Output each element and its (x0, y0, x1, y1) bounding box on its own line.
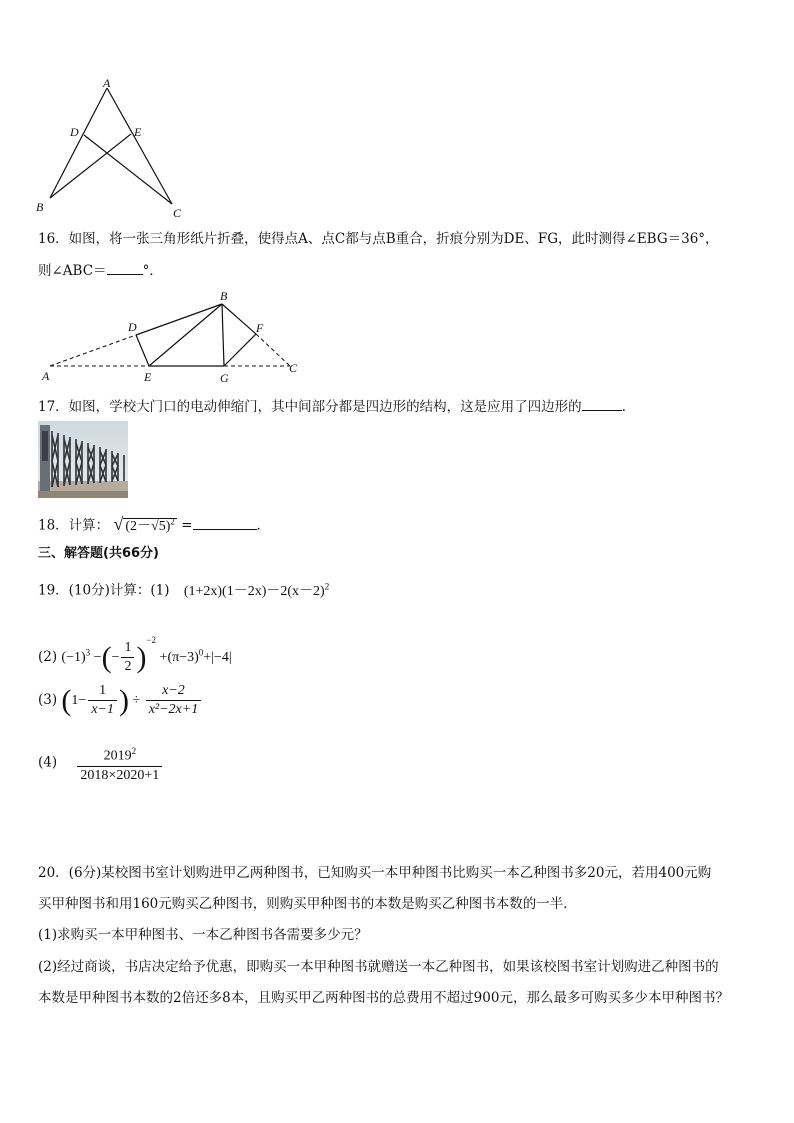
q19-p2-frac-num: 1 (121, 639, 134, 658)
fig2-label-a: A (42, 369, 50, 383)
q19-p4-fraction (77, 742, 162, 785)
fig2-label-e: E (144, 370, 152, 384)
q17-answer-blank[interactable] (582, 396, 622, 411)
q19-p2-a: (−1) (61, 650, 86, 665)
fig2-label-d: D (128, 320, 137, 334)
q19-p2-tail: +|−4| (203, 650, 232, 665)
q18-line (38, 512, 270, 536)
q16-line1: 16．如图，将一张三角形纸片折叠，使得点A、点C都与点B重合，折痕分别为DE、FG，此时测得∠EBG＝36°， (38, 231, 719, 247)
folded-triangle-figure-2 (34, 286, 314, 386)
q19-p3-f1-num: 1 (88, 682, 117, 701)
fig2-label-b: B (220, 289, 228, 303)
q19-p2-mid: +(π−3) (159, 650, 199, 665)
q19-p3-fraction2 (146, 682, 202, 719)
q16-answer-blank[interactable] (107, 260, 143, 275)
q20-line5: 本数是甲种图书本数的2倍还多8本，且购买甲乙两种图书的总费用不超过900元，那么最多可购买多少本甲种图书？ (38, 990, 729, 1006)
q19-p2-mid-exp: 0 (198, 647, 204, 658)
q18-equals: = (181, 517, 193, 534)
fig2-label-f: F (256, 321, 264, 335)
fig2-label-g: G (220, 371, 229, 385)
fig1-label-c: C (173, 206, 182, 220)
q19-p2-neg: − (111, 650, 120, 665)
q18-answer-blank[interactable] (193, 515, 257, 530)
q20-line4: (2)经过商谈，书店决定给予优惠，即购买一本甲种图书就赠送一本乙种图书，如果该校图书室计划购进乙种图书的 (38, 959, 719, 975)
fig1-label-a: A (103, 76, 111, 90)
section-3-title: 三、解答题(共66分) (38, 546, 159, 561)
q19-p3-label: (3) (38, 692, 58, 708)
fig1-label-b: B (36, 200, 44, 214)
q18-exponent: 2 (170, 516, 175, 526)
q19-p4-den: 2018×2020+1 (80, 767, 160, 783)
q19-p2-frac-exp: −2 (146, 635, 157, 645)
q17-line (38, 396, 635, 416)
q17-suffix: ． (621, 399, 636, 415)
q16-line2-prefix: 则∠ABC＝ (38, 263, 107, 279)
q20-line3: (1)求购买一本甲种图书、一本乙种图书各需要多少元？ (38, 927, 368, 943)
fig1-label-e: E (134, 125, 142, 139)
q19-p3-one: 1− (71, 693, 87, 708)
q19-p3-div: ÷ (132, 693, 141, 708)
retractable-gate-photo (38, 421, 128, 498)
q19-p2-fraction (121, 639, 134, 676)
q19-p2-a-exp: 3 (85, 647, 91, 658)
q19-p3-f2-den: x²−2x+1 (148, 702, 199, 718)
q19-p2-label: (2) (38, 649, 58, 665)
q18-radicand: (2－√5) (125, 518, 171, 534)
q19-p3-fraction1 (88, 682, 117, 719)
q19-part3: (3) (1− $\frac{1}{x-1}$ ) ÷ $\frac{x-2}{\text{x²−2x+1}}$ (38, 680, 203, 721)
fig2-label-c: C (289, 361, 298, 375)
q19-p2-minus: − (93, 650, 102, 665)
q19-p3-f2-num: x−2 (146, 682, 202, 701)
q19-p1-expr: (1+2x)(1－2x)－2(x－2) (183, 583, 325, 599)
q19-part1 (38, 577, 329, 601)
q16-line2-suffix: °． (142, 263, 163, 279)
q19-p4-label: (4) (38, 754, 58, 771)
q16-line2 (38, 260, 163, 280)
q20-line1: 20．(6分)某校图书室计划购进甲乙两种图书，已知购买一本甲种图书比购买一本乙种图书多20元，若用400元购 (38, 865, 712, 881)
q19-p4-num-wrap (77, 742, 162, 767)
q18-suffix: ． (256, 517, 270, 534)
q19-p4-num-exp: 2 (131, 746, 137, 756)
q19-p2-frac-den: 2 (124, 659, 132, 675)
q18-prefix: 18．计算： (38, 517, 110, 534)
triangle-figure-1 (30, 76, 200, 221)
q17-text: 17．如图，学校大门口的电动伸缩门，其中间部分都是四边形的结构，这是应用了四边形的 (38, 399, 582, 415)
q19-intro: 19．(10分)计算：(1) (38, 582, 170, 599)
fig1-label-d: D (70, 125, 79, 139)
q19-part4 (38, 742, 164, 785)
q19-p1-exp: 2 (324, 581, 330, 591)
q19-p4-num: 2019 (103, 748, 132, 764)
q19-p3-f1-den: x−1 (91, 702, 114, 718)
q18-radical: √ $(2-√5)^2$ (113, 513, 175, 534)
q20-line2: 买甲种图书和用160元购买乙种图书，则购买甲种图书的本数是购买乙种图书本数的一半． (38, 896, 577, 912)
q19-part2: (2) $(-1)^3$ −(− $\frac{1}{2}$ )$^{-2} +(\pi-3)^0+|-4|$ (38, 635, 232, 675)
